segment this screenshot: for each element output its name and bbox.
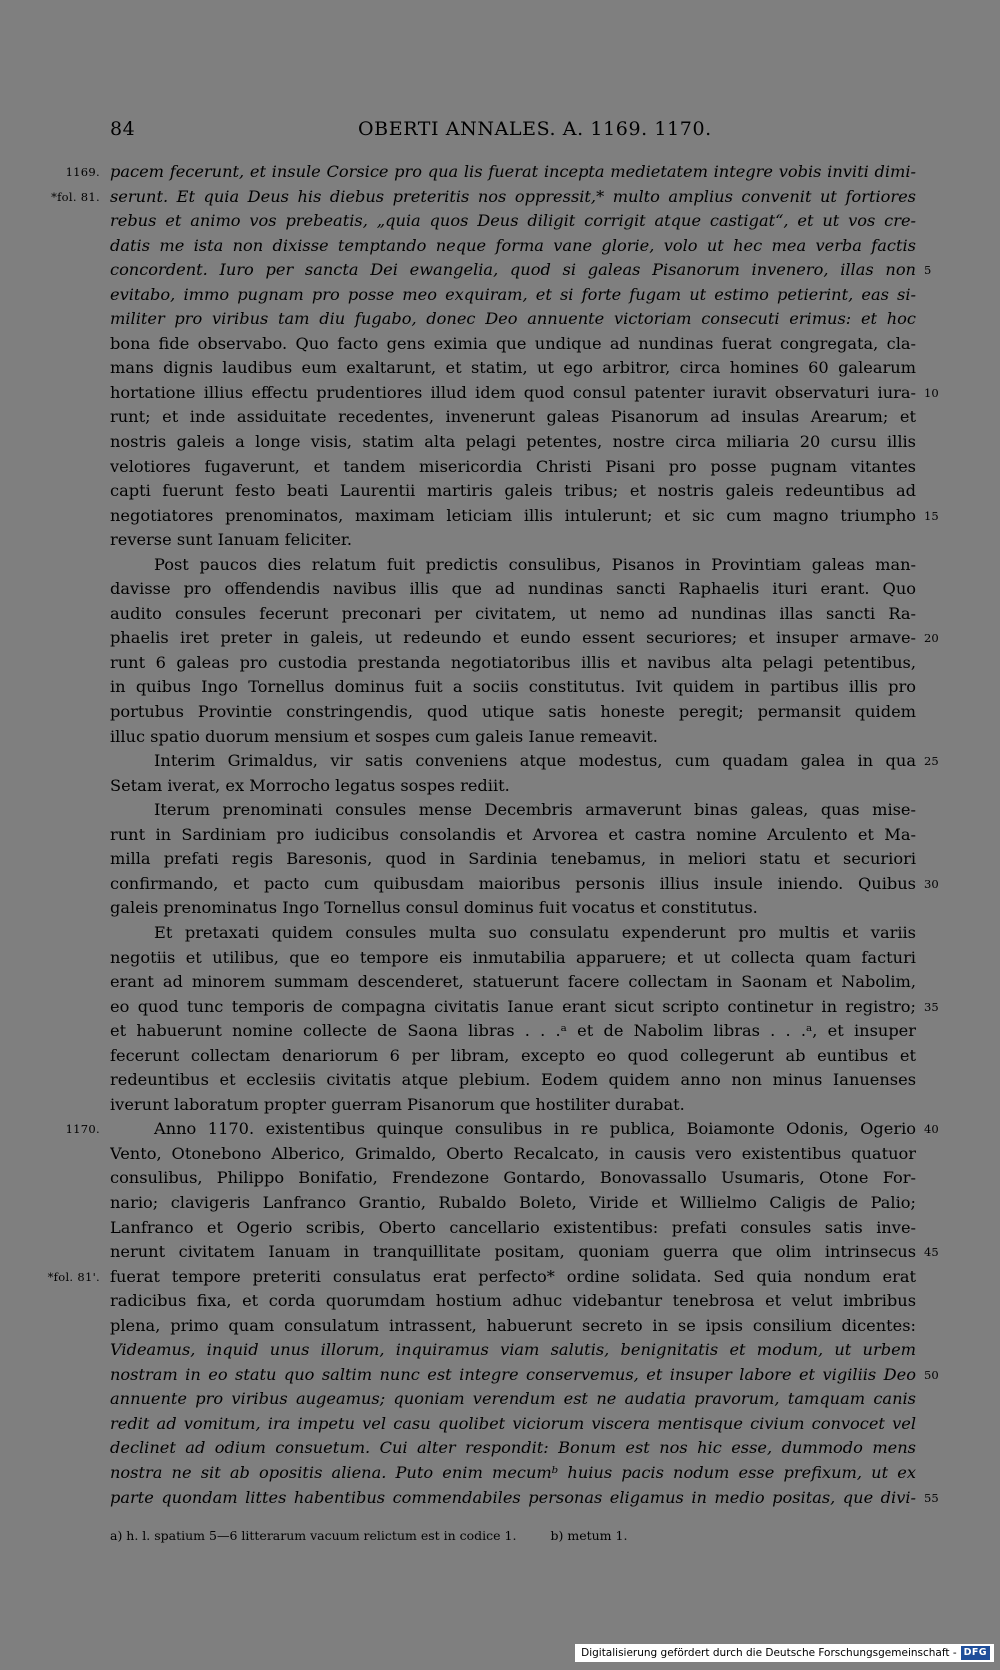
line-text: Iterum prenominati consules mense Decembris armaverunt binas galeas, quas mise- — [154, 800, 916, 820]
line-text: milla prefati regis Baresonis, quod in Sardinia tenebamus, in meliori statu et securiori — [110, 849, 916, 869]
text-line — [110, 1412, 916, 1437]
text-line — [110, 258, 932, 283]
line-number: 45 — [924, 1245, 939, 1260]
text-line — [110, 946, 916, 971]
text-line — [110, 1387, 916, 1412]
text-line — [110, 1314, 916, 1339]
dfg-logo: DFG — [961, 1646, 990, 1660]
text-line — [110, 405, 916, 430]
line-number: 30 — [924, 876, 939, 891]
line-text: radicibus fixa, et corda quorumdam hostium adhuc videbantur tenebrosa et velut imbribus — [110, 1291, 916, 1311]
text-line — [51, 185, 916, 210]
text-line — [110, 283, 916, 308]
line-text: et habuerunt nomine collecte de Saona libras . . .ᵃ et de Nabolim libras . . .ᵃ, et insuper — [110, 1021, 916, 1041]
line-text: galeis prenominatus Ingo Tornellus consul dominus fuit vocatus et constitutus. — [110, 898, 758, 918]
line-text: hortatione illius effectu prudentiores illud idem quod consul patenter iuravit observaturi iura- — [110, 382, 916, 402]
text-line — [110, 430, 916, 455]
line-text: Lanfranco et Ogerio scribis, Oberto cancellario existentibus: prefati consules satis inve- — [110, 1217, 916, 1237]
line-text: consulibus, Philippo Bonifatio, Frendezone Gontardo, Bonovassallo Usumaris, Otone For- — [110, 1168, 916, 1188]
text-line — [110, 675, 916, 700]
line-text: concordent. Iuro per sancta Dei ewangelia, quod si galeas Pisanorum invenero, illas non — [110, 260, 916, 280]
line-text: audito consules fecerunt preconari per civitatem, ut nemo ad nundinas illas sancti Ra- — [110, 603, 916, 623]
text-line — [110, 479, 916, 504]
text-line — [110, 995, 939, 1020]
text-line — [110, 381, 939, 406]
line-text: redeuntibus et ecclesiis civitatis atque plebium. Eodem quidem anno non minus Ianuenses — [110, 1070, 916, 1090]
text-line — [110, 872, 939, 897]
text-line — [110, 1044, 916, 1069]
text-line — [110, 553, 916, 578]
line-text: nostram in eo statu quo saltim nunc est integre conservemus, et insuper labore et vigiliis Deo — [110, 1364, 916, 1384]
line-text: Anno 1170. existentibus quinque consulibus in re publica, Boiamonte Odonis, Ogerio — [154, 1119, 916, 1139]
text-line — [110, 970, 916, 995]
line-text: nostris galeis a longe visis, statim alta pelagi petentes, nostre circa miliaria 20 cursu illis — [110, 432, 916, 452]
line-text: fuerat tempore preteriti consulatus erat perfecto* ordine solidata. Sed quia nondum erat — [110, 1266, 916, 1286]
line-text: Setam iverat, ex Morrocho legatus sospes rediit. — [110, 775, 510, 795]
digitization-credit — [575, 1644, 994, 1662]
text-line — [110, 1240, 939, 1265]
text-line — [65, 1117, 939, 1142]
line-number: 20 — [924, 631, 939, 646]
line-text: redit ad vomitum, ira impetu vel casu quolibet viciorum viscera mentisque civium convocet vel — [110, 1413, 916, 1433]
text-line — [110, 1338, 916, 1363]
line-text: Post paucos dies relatum fuit predictis consulibus, Pisanos in Provintiam galeas man- — [154, 554, 916, 574]
line-text: bona fide observabo. Quo facto gens eximia que undique ad nundinas fuerat congregata, cla- — [110, 333, 916, 353]
line-text: illuc spatio duorum mensium et sospes cum galeis Ianue remeavit. — [110, 726, 658, 746]
line-text: runt in Sardiniam pro iudicibus consolandis et Arvorea et castra nomine Arculento et Ma- — [110, 824, 916, 844]
text-line — [110, 823, 916, 848]
text-line — [110, 1019, 916, 1044]
footnotes — [110, 1526, 916, 1546]
running-title: OBERTI ANNALES. A. 1169. 1170. — [358, 118, 712, 140]
line-number: 40 — [924, 1122, 939, 1137]
main-text — [47, 160, 939, 1510]
line-text: datis me ista non dixisse temptando neque forma vane glorie, volo ut hec mea verba factis — [110, 235, 916, 255]
margin-note: 1169. — [65, 165, 100, 179]
text-line — [110, 1216, 916, 1241]
line-number: 50 — [924, 1367, 939, 1382]
margin-note: 1170. — [65, 1122, 100, 1137]
text-line — [110, 1363, 939, 1388]
text-line — [110, 1191, 916, 1216]
text-line — [110, 774, 916, 799]
line-text: reverse sunt Ianuam feliciter. — [110, 530, 353, 550]
line-number: 35 — [924, 999, 939, 1014]
text-line — [110, 749, 939, 774]
text-line — [110, 1068, 916, 1093]
text-line — [110, 602, 916, 627]
line-text: declinet ad odium consuetum. Cui alter respondit: Bonum est nos hic esse, dummodo mens — [110, 1438, 916, 1458]
line-text: parte quondam littes habentibus commendabiles personas eligamus in medio positas, que divi- — [110, 1487, 916, 1507]
line-text: pacem fecerunt, et insule Corsice pro qua lis fuerat incepta medietatem integre vobis inviti dimi- — [110, 162, 916, 181]
line-text: rebus et animo vos prebeatis, „quia quos Deus diligit corrigit atque castigat“, et ut vos cre- — [110, 211, 916, 231]
text-line — [110, 798, 916, 823]
line-text: nerunt civitatem Ianuam in tranquillitate positam, quoniam guerra que olim intrinsecus — [110, 1242, 916, 1262]
line-text: eo quod tunc temporis de compagna civitatis Ianue erant sicut scripto continetur in registro; — [110, 996, 916, 1016]
text-line — [110, 725, 916, 750]
footnote-a: a) h. l. spatium 5—6 litterarum vacuum relictum est in codice 1. — [110, 1528, 517, 1543]
text-line — [110, 209, 916, 234]
line-text: negotiatores prenominatos, maximam leticiam illis intulerunt; et sic cum magno triumpho — [110, 505, 916, 525]
text-line — [110, 847, 916, 872]
page-header — [0, 118, 1000, 148]
credit-text: Digitalisierung gefördert durch die Deutsche Forschungsgemeinschaft - — [581, 1647, 957, 1659]
line-number: 25 — [924, 754, 939, 769]
line-text: Interim Grimaldus, vir satis conveniens atque modestus, cum quadam galea in qua — [154, 751, 916, 771]
line-text: militer pro viribus tam diu fugabo, donec Deo annuente victoriam consecuti erimus: et hoc — [110, 309, 916, 329]
line-text: runt 6 galeas pro custodia prestanda negotiatoribus illis et navibus alta pelagi petentibus, — [110, 652, 916, 672]
text-line — [110, 504, 939, 529]
margin-note: *fol. 81'. — [47, 1269, 100, 1284]
line-number: 15 — [924, 508, 939, 523]
line-text: nostra ne sit ab opositis aliena. Puto enim mecumᵇ huius pacis nodum esse prefixum, ut ex — [110, 1462, 916, 1482]
page-number: 84 — [110, 118, 136, 140]
text-line — [110, 651, 916, 676]
line-text: runt; et inde assiduitate recedentes, invenerunt galeas Pisanorum ad insulas Arearum; et — [110, 407, 916, 427]
text-line — [110, 1289, 916, 1314]
text-line — [110, 1142, 916, 1167]
line-number: 55 — [924, 1490, 939, 1505]
line-text: confirmando, et pacto cum quibusdam maioribus personis illius insule iniendo. Quibus — [110, 873, 916, 893]
text-line — [110, 1486, 939, 1511]
text-line — [65, 160, 916, 185]
text-line — [110, 528, 916, 553]
line-text: evitabo, immo pugnam pro posse meo exquiram, et si forte fugam ut estimo petierint, eas si- — [110, 284, 916, 304]
text-line — [110, 1461, 916, 1486]
line-text: Et pretaxati quidem consules multa suo consulatu expenderunt pro multis et variis — [154, 922, 916, 942]
line-text: velotiores fugaverunt, et tandem misericordia Christi Pisani pro posse pugnam vitantes — [110, 456, 916, 476]
line-text: plena, primo quam consulatum intrassent, habuerunt secreto in se ipsis consilium dicentes: — [110, 1315, 916, 1335]
text-line — [110, 1436, 916, 1461]
text-line — [110, 332, 916, 357]
text-line — [110, 921, 916, 946]
line-text: annuente pro viribus augeamus; quoniam verendum est ne audatia pravorum, tamquam canis — [110, 1389, 916, 1409]
line-text: portubus Provintie constringendis, quod utique satis honeste peregit; permansit quidem — [110, 702, 916, 722]
text-line — [110, 1093, 916, 1118]
text-line — [110, 626, 939, 651]
footnote-b: b) metum 1. — [550, 1528, 628, 1543]
line-text: Videamus, inquid unus illorum, inquiramus viam salutis, benignitatis et modum, ut urbem — [110, 1340, 916, 1360]
text-line — [110, 700, 916, 725]
text-line — [47, 1265, 916, 1290]
line-text: davisse pro offendendis navibus illis que ad nundinas sancti Raphaelis ituri erant. Quo — [110, 579, 916, 599]
line-number: 10 — [924, 385, 939, 400]
line-text: serunt. Et quia Deus his diebus preteritis nos oppressit,* multo amplius convenit ut fortiores — [110, 186, 916, 206]
line-text: negotiis et utilibus, que eo tempore eis inmutabilia apparuere; et ut collecta quam facturi — [110, 947, 916, 967]
line-text: phaelis iret preter in galeis, ut redeundo et eundo essent securiores; et insuper armave- — [110, 628, 916, 648]
text-line — [110, 455, 916, 480]
line-text: capti fuerunt festo beati Laurentii martiris galeis tribus; et nostris galeis redeuntibus ad — [110, 481, 916, 501]
line-text: Vento, Otonebono Alberico, Grimaldo, Oberto Recalcato, in causis vero existentibus quatuor — [110, 1143, 916, 1163]
text-line — [110, 577, 916, 602]
line-text: mans dignis laudibus eum exaltarunt, et statim, ut ego arbitror, circa homines 60 galearum — [110, 358, 916, 378]
text-line — [110, 1166, 916, 1191]
text-line — [110, 356, 916, 381]
line-number: 5 — [924, 263, 932, 278]
text-line — [110, 896, 916, 921]
line-text: fecerunt collectam denariorum 6 per libram, excepto eo quod collegerunt ab euntibus et — [110, 1045, 916, 1065]
line-text: iverunt laboratum propter guerram Pisanorum que hostiliter durabat. — [110, 1094, 685, 1114]
text-line — [110, 234, 916, 259]
line-text: erant ad minorem summam descenderet, statuerunt facere collectam in Saonam et Nabolim, — [110, 972, 916, 992]
line-text: in quibus Ingo Tornellus dominus fuit a sociis constitutus. Ivit quidem in partibus illis pro — [110, 677, 916, 697]
line-text: nario; clavigeris Lanfranco Grantio, Rubaldo Boleto, Viride et Willielmo Caligis de Palio; — [110, 1192, 916, 1212]
margin-note: *fol. 81. — [51, 189, 100, 204]
text-line — [110, 307, 916, 332]
